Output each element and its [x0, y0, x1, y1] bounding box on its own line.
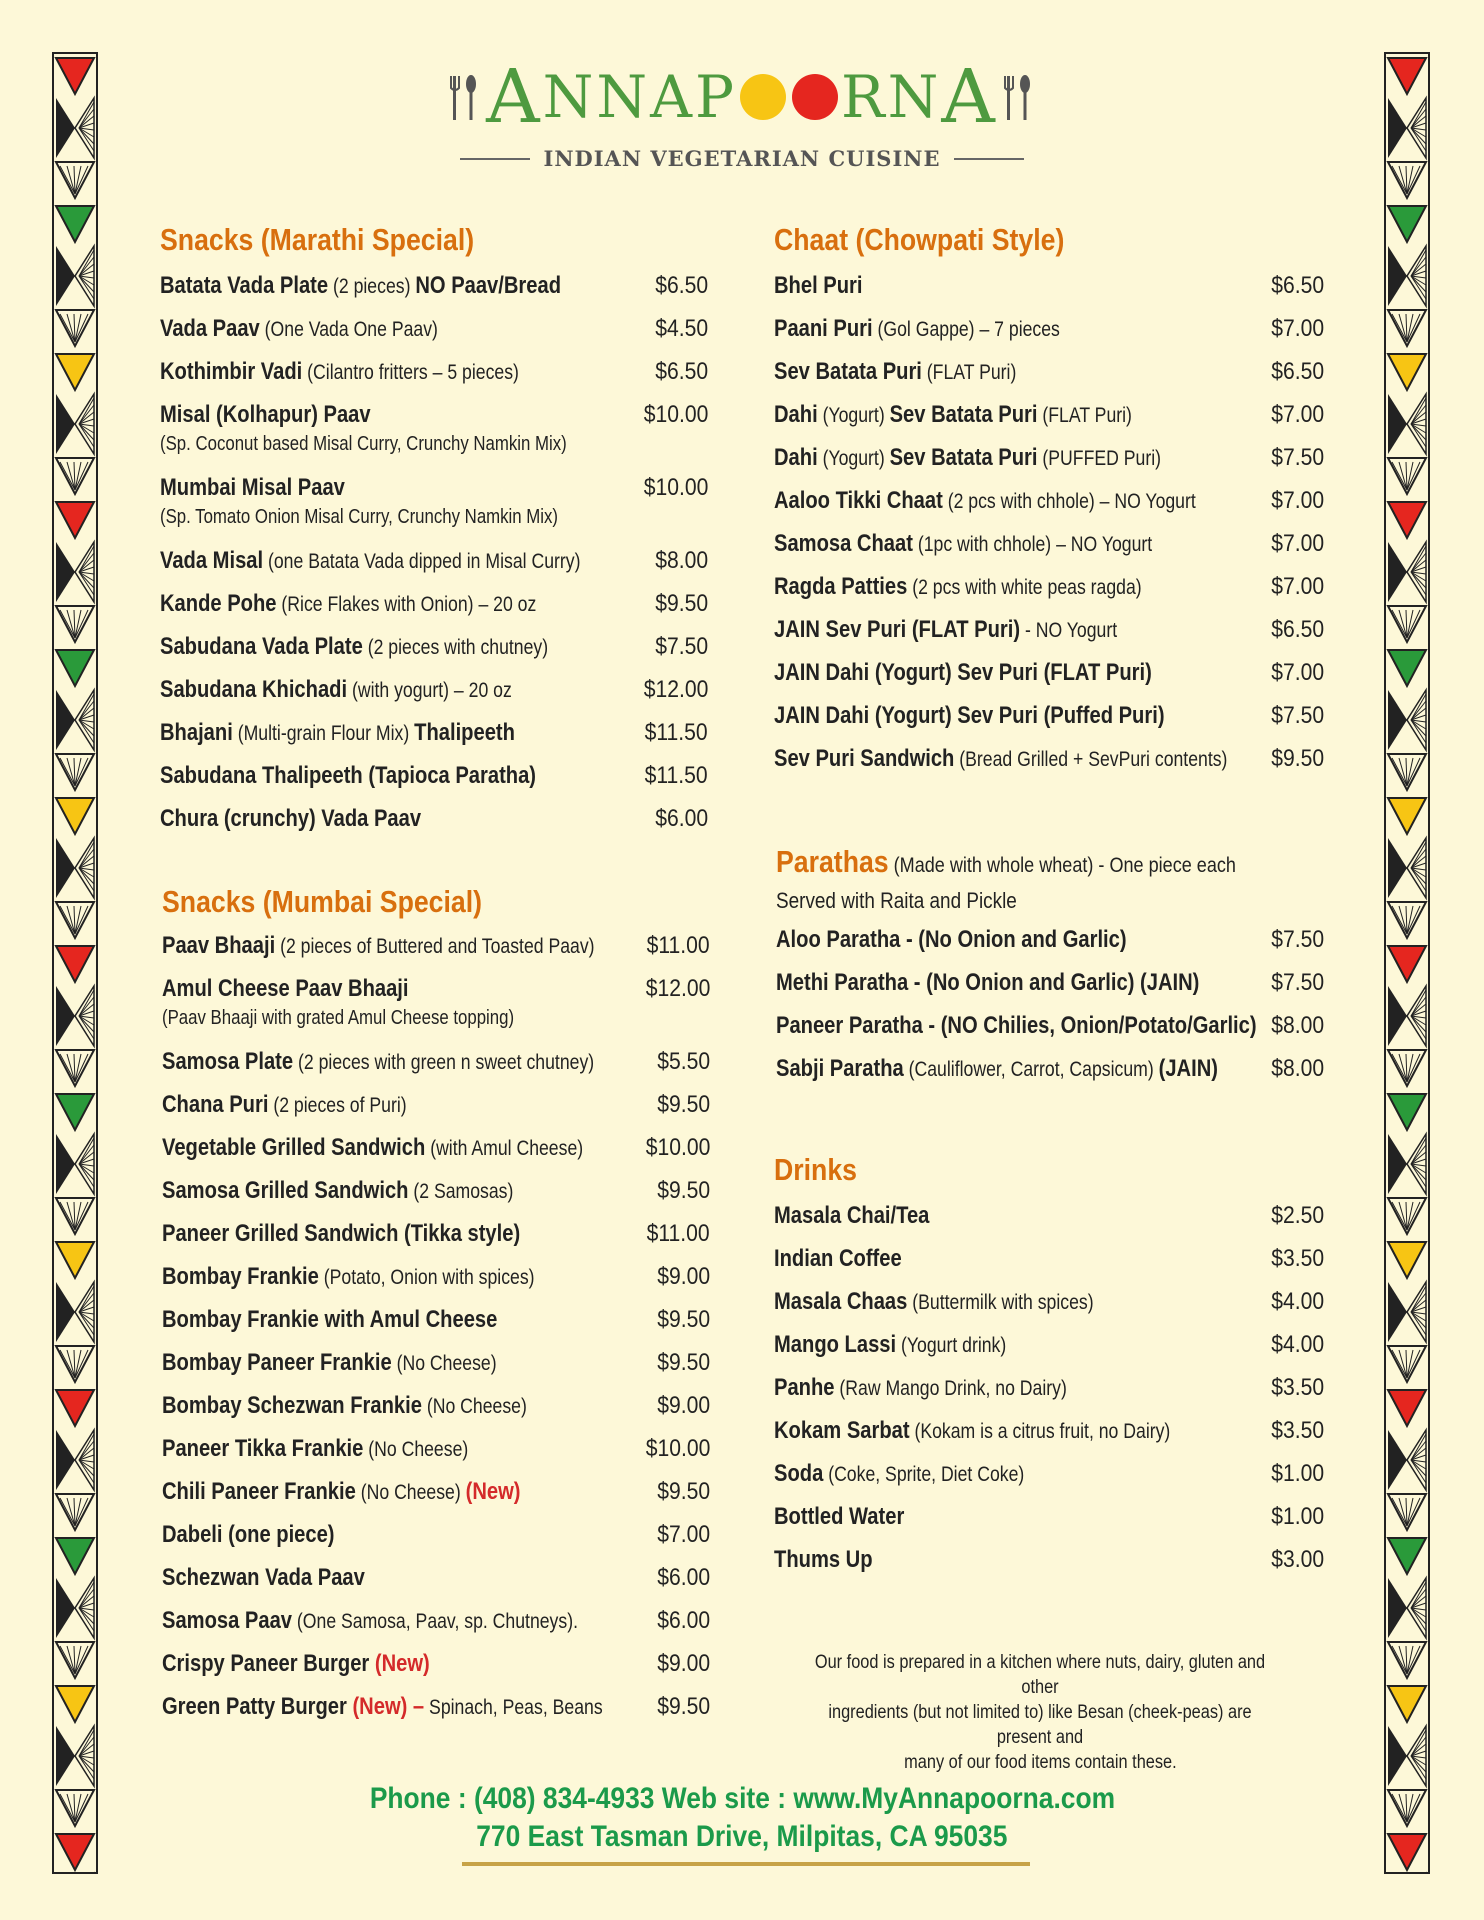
- item-price: $1.00: [1271, 1460, 1324, 1487]
- item-name-part: Vada Misal: [160, 547, 264, 574]
- item-name: [162, 1521, 335, 1549]
- menu-item: [774, 567, 1324, 610]
- item-price: $9.50: [657, 1693, 710, 1720]
- item-price: $12.00: [645, 975, 710, 1002]
- item-price: $8.00: [1271, 1055, 1324, 1082]
- item-price: $7.00: [1271, 315, 1324, 342]
- item-name-part: (with Amul Cheese): [425, 1137, 584, 1160]
- item-name: [774, 530, 1152, 558]
- item-price: $3.50: [1271, 1417, 1324, 1444]
- item-name: [774, 1503, 904, 1531]
- item-price: $6.50: [1271, 272, 1324, 299]
- item-name-part: (2 pieces): [328, 275, 416, 298]
- item-name: [160, 315, 438, 343]
- menu-item: [162, 1343, 710, 1386]
- item-name-part: (No Cheese): [421, 1395, 527, 1418]
- section-snacks-marathi: [160, 220, 708, 842]
- section-title: Parathas (Made with whole wheat) - One piece each: [776, 844, 1236, 879]
- item-price: $6.50: [655, 272, 708, 299]
- item-name: [160, 633, 548, 661]
- item-description: (Sp. Coconut based Misal Curry, Crunchy Namkin Mix): [160, 433, 567, 455]
- item-name-part: (2 pieces with chutney): [362, 636, 549, 659]
- item-price: $7.00: [1271, 487, 1324, 514]
- menu-item: [774, 524, 1324, 567]
- section-parathas: [776, 842, 1324, 1092]
- menu-item: [160, 799, 708, 842]
- item-name-part: (Potato, Onion with spices): [318, 1266, 535, 1289]
- item-name: [774, 1245, 902, 1273]
- item-name-part: (Buttermilk with spices): [907, 1291, 1094, 1314]
- item-price: $10.00: [643, 474, 708, 501]
- item-name: [160, 272, 561, 300]
- item-price: $9.00: [657, 1263, 710, 1290]
- item-name-part: (Gol Gappe) – 7 pieces: [872, 318, 1060, 341]
- item-name-part: Bombay Schezwan Frankie: [162, 1392, 422, 1419]
- item-name-part: (One Samosa, Paav, sp. Chutneys).: [292, 1610, 578, 1633]
- item-price: $9.00: [657, 1650, 710, 1677]
- menu-item: [774, 696, 1324, 739]
- item-name: [776, 1012, 1257, 1040]
- item-name-part: Sev Puri Sandwich: [774, 745, 955, 772]
- item-name-part: Paneer Tikka Frankie: [162, 1435, 364, 1462]
- item-name-part: Sabudana Vada Plate: [160, 633, 363, 660]
- item-name-part: Dahi: [774, 444, 818, 471]
- item-price: $6.50: [655, 358, 708, 385]
- item-name-part: (Coke, Sprite, Diet Coke): [823, 1463, 1025, 1486]
- item-name-part: (Cauliflower, Carrot, Capsicum): [903, 1058, 1159, 1081]
- item-name-part: (No Cheese): [355, 1481, 466, 1504]
- item-name-part: (2 pieces with green n sweet chutney): [293, 1051, 595, 1074]
- item-name-part: Crispy Paneer Burger: [162, 1650, 375, 1677]
- menu-item: [162, 1171, 710, 1214]
- item-name: [162, 1134, 583, 1162]
- menu-item: [776, 920, 1324, 963]
- item-name-part: - NO Yogurt: [1020, 619, 1118, 642]
- item-name-part: Batata Vada Plate: [160, 272, 329, 299]
- item-name: [774, 1374, 1067, 1402]
- red-dot: [792, 74, 838, 120]
- menu-item: [774, 309, 1324, 352]
- new-badge: (New): [374, 1650, 430, 1677]
- menu-item: [160, 266, 708, 309]
- item-name: [162, 975, 409, 1003]
- restaurant-logo: [0, 52, 1484, 171]
- item-price: $9.50: [655, 590, 708, 617]
- section-subtitle: Served with Raita and Pickle: [776, 888, 1017, 913]
- item-name-part: Kokam Sarbat: [774, 1417, 910, 1444]
- menu-item: [776, 1006, 1324, 1049]
- item-name: [160, 358, 519, 386]
- menu-item: [162, 1472, 710, 1515]
- item-name: [162, 1263, 535, 1291]
- item-name: [774, 1460, 1024, 1488]
- item-name: [162, 1306, 497, 1334]
- item-name-part: Sev Batata Puri: [889, 401, 1038, 428]
- menu-item: [774, 1454, 1324, 1497]
- section-snacks-mumbai: [162, 882, 710, 1730]
- section-title: Snacks (Mumbai Special): [162, 884, 483, 919]
- item-price: $7.00: [657, 1521, 710, 1548]
- item-name: [774, 315, 1060, 343]
- item-price: $3.50: [1271, 1374, 1324, 1401]
- item-price: $7.50: [1271, 926, 1324, 953]
- item-name-part: Mango Lassi: [774, 1331, 897, 1358]
- menu-item: [774, 1497, 1324, 1540]
- new-badge: (New): [465, 1478, 521, 1505]
- item-name-part: Amul Cheese Paav Bhaaji: [162, 975, 409, 1002]
- item-name: [776, 926, 1127, 954]
- item-name-part: Indian Coffee: [774, 1245, 902, 1272]
- item-name-part: NO Paav/Bread: [415, 272, 562, 299]
- item-name-part: Vada Paav: [160, 315, 260, 342]
- item-name: [774, 358, 1016, 386]
- menu-item: [160, 627, 708, 670]
- item-name: [160, 401, 371, 429]
- address-line: 770 East Tasman Drive, Milpitas, CA 95035: [476, 1820, 1008, 1853]
- item-price: $9.50: [657, 1177, 710, 1204]
- item-price: $10.00: [643, 401, 708, 428]
- item-name-part: (Kokam is a citrus fruit, no Dairy): [909, 1420, 1171, 1443]
- item-name: [162, 1564, 365, 1592]
- menu-item: [160, 468, 708, 541]
- item-name: [162, 1177, 513, 1205]
- menu-item: [160, 309, 708, 352]
- new-badge: (New) –: [352, 1693, 425, 1720]
- item-name-part: Dahi: [774, 401, 818, 428]
- item-name-part: Bhajani: [160, 719, 233, 746]
- item-price: $12.00: [643, 676, 708, 703]
- menu-item: [774, 1368, 1324, 1411]
- menu-item: [774, 1282, 1324, 1325]
- item-name-part: (JAIN): [1158, 1055, 1218, 1082]
- item-name-part: (Bread Grilled + SevPuri contents): [954, 748, 1228, 771]
- yellow-dot: [740, 74, 786, 120]
- item-name-part: Paav Bhaaji: [162, 932, 276, 959]
- menu-item: [774, 438, 1324, 481]
- item-name: [162, 1048, 594, 1076]
- item-name-part: Paneer Paratha - (NO Chilies, Onion/Potato/Garlic): [776, 1012, 1257, 1039]
- item-name-part: Green Patty Burger: [162, 1693, 353, 1720]
- item-price: $7.50: [1271, 444, 1324, 471]
- item-name-part: Aloo Paratha - (No Onion and Garlic): [776, 926, 1127, 953]
- item-name-part: Panhe: [774, 1374, 835, 1401]
- item-name-part: (2 pcs with chhole) – NO Yogurt: [942, 490, 1196, 513]
- item-price: $9.50: [657, 1091, 710, 1118]
- item-name: [162, 1091, 407, 1119]
- item-description: (Sp. Tomato Onion Misal Curry, Crunchy Namkin Mix): [160, 506, 559, 528]
- item-name: [774, 659, 1152, 687]
- menu-item: [774, 481, 1324, 524]
- menu-item: [774, 653, 1324, 696]
- item-name: [774, 1546, 873, 1574]
- menu-item: [160, 713, 708, 756]
- item-name-part: Aaloo Tikki Chaat: [774, 487, 943, 514]
- item-name-part: Misal (Kolhapur) Paav: [160, 401, 371, 428]
- item-name: [774, 1417, 1170, 1445]
- item-name: [774, 616, 1117, 644]
- item-name: [162, 1220, 520, 1248]
- menu-item: [160, 395, 708, 468]
- item-price: $6.00: [655, 805, 708, 832]
- item-name-part: JAIN Sev Puri (FLAT Puri): [774, 616, 1021, 643]
- item-price: $8.00: [655, 547, 708, 574]
- item-name-part: (Rice Flakes with Onion) – 20 oz: [276, 593, 537, 616]
- menu-item: [162, 1644, 710, 1687]
- item-name-part: Bombay Frankie: [162, 1263, 319, 1290]
- menu-item: [774, 1325, 1324, 1368]
- item-name-part: (Cilantro fritters – 5 pieces): [302, 361, 519, 384]
- item-price: $11.50: [644, 719, 708, 746]
- menu-item: [162, 1386, 710, 1429]
- item-name-part: Paneer Grilled Sandwich (Tikka style): [162, 1220, 521, 1247]
- item-price: $1.00: [1271, 1503, 1324, 1530]
- menu-item: [776, 963, 1324, 1006]
- item-name: [162, 1607, 578, 1635]
- menu-item: [160, 541, 708, 584]
- item-name: [774, 487, 1196, 515]
- item-price: $8.00: [1271, 1012, 1324, 1039]
- item-name-part: (1pc with chhole) – NO Yogurt: [912, 533, 1153, 556]
- cutlery-icon: [1004, 72, 1034, 122]
- item-name-part: Chura (crunchy) Vada Paav: [160, 805, 422, 832]
- item-name-part: Paani Puri: [774, 315, 873, 342]
- item-price: $7.00: [1271, 573, 1324, 600]
- menu-item: [162, 1558, 710, 1601]
- item-name-part: JAIN Dahi (Yogurt) Sev Puri (Puffed Puri): [774, 702, 1165, 729]
- item-name-part: Bhel Puri: [774, 272, 863, 299]
- item-name-part: (Raw Mango Drink, no Dairy): [834, 1377, 1067, 1400]
- item-price: $7.50: [1271, 702, 1324, 729]
- item-name: [162, 1693, 603, 1721]
- menu-item: [162, 1128, 710, 1171]
- item-name: [162, 1349, 497, 1377]
- item-name-part: (Multi-grain Flour Mix): [232, 722, 415, 745]
- menu-item: [774, 1239, 1324, 1282]
- menu-item: [774, 1411, 1324, 1454]
- decorative-border-left: [52, 52, 98, 1874]
- section-drinks: [774, 1150, 1324, 1583]
- item-price: $9.50: [657, 1306, 710, 1333]
- item-price: $11.00: [646, 1220, 710, 1247]
- item-price: $9.00: [657, 1392, 710, 1419]
- menu-item: [162, 1429, 710, 1472]
- decorative-border-right: [1384, 52, 1430, 1874]
- item-name-part: Masala Chai/Tea: [774, 1202, 930, 1229]
- item-name-part: Samosa Plate: [162, 1048, 294, 1075]
- item-name: [774, 745, 1227, 773]
- item-name-part: JAIN Dahi (Yogurt) Sev Puri (FLAT Puri): [774, 659, 1152, 686]
- item-name-part: (No Cheese): [363, 1438, 469, 1461]
- item-name: [162, 1478, 521, 1506]
- item-name-part: Samosa Chaat: [774, 530, 913, 557]
- divider: [954, 158, 1024, 160]
- item-name-part: Mumbai Misal Paav: [160, 474, 345, 501]
- menu-item: [774, 352, 1324, 395]
- menu-item: [774, 610, 1324, 653]
- item-name-part: Kande Pohe: [160, 590, 277, 617]
- item-name-part: Samosa Paav: [162, 1607, 293, 1634]
- item-name-part: Sabji Paratha: [776, 1055, 904, 1082]
- item-name-part: Sev Batata Puri: [774, 358, 922, 385]
- item-name-part: Bombay Paneer Frankie: [162, 1349, 392, 1376]
- section-title: Drinks: [774, 1152, 857, 1187]
- item-name-part: Sabudana Khichadi: [160, 676, 348, 703]
- item-name-part: (FLAT Puri): [921, 361, 1017, 384]
- menu-item: [160, 352, 708, 395]
- divider: [460, 158, 530, 160]
- item-name: [160, 474, 345, 502]
- item-name: [776, 1055, 1218, 1083]
- item-price: $6.50: [1271, 358, 1324, 385]
- item-name-part: Kothimbir Vadi: [160, 358, 303, 385]
- item-name: [160, 762, 536, 790]
- item-price: $9.50: [657, 1478, 710, 1505]
- brand-name: A NNAP RN A: [486, 54, 998, 140]
- item-name-part: (2 pcs with white peas ragda): [907, 576, 1142, 599]
- menu-item: [774, 739, 1324, 782]
- item-price: $7.50: [1271, 969, 1324, 996]
- item-name: [774, 1288, 1094, 1316]
- item-price: $9.50: [1271, 745, 1324, 772]
- item-price: $6.00: [657, 1564, 710, 1591]
- item-name: [774, 702, 1165, 730]
- menu-item: [774, 1196, 1324, 1239]
- section-title: Chaat (Chowpati Style): [774, 222, 1065, 257]
- item-name-part: Chili Paneer Frankie: [162, 1478, 356, 1505]
- item-price: $4.50: [655, 315, 708, 342]
- item-name: [162, 1650, 430, 1678]
- menu-item: [162, 1214, 710, 1257]
- item-name-part: (No Cheese): [391, 1352, 497, 1375]
- item-price: $10.00: [645, 1435, 710, 1462]
- item-price: $7.00: [1271, 659, 1324, 686]
- item-name: [774, 1202, 929, 1230]
- item-name-part: (2 pieces of Puri): [268, 1094, 407, 1117]
- item-price: $10.00: [645, 1134, 710, 1161]
- menu-item: [162, 1300, 710, 1343]
- menu-item: [776, 1049, 1324, 1092]
- item-name: [162, 932, 595, 960]
- menu-item: [774, 395, 1324, 438]
- item-name-part: Samosa Grilled Sandwich: [162, 1177, 409, 1204]
- item-name: [160, 590, 536, 618]
- item-price: $6.00: [657, 1607, 710, 1634]
- item-name: [162, 1392, 527, 1420]
- item-name-part: Ragda Patties: [774, 573, 908, 600]
- item-name-part: Sev Batata Puri: [889, 444, 1038, 471]
- item-name-part: Masala Chaas: [774, 1288, 908, 1315]
- item-description: (Paav Bhaaji with grated Amul Cheese topping): [162, 1007, 515, 1029]
- item-name-part: (FLAT Puri): [1037, 404, 1132, 427]
- item-name-part: Thums Up: [774, 1546, 873, 1573]
- item-name: [776, 969, 1199, 997]
- item-name-part: Bottled Water: [774, 1503, 905, 1530]
- section-title: Snacks (Marathi Special): [160, 222, 475, 257]
- item-price: $7.00: [1271, 401, 1324, 428]
- item-name-part: Thalipeeth: [414, 719, 515, 746]
- item-price: $4.00: [1271, 1331, 1324, 1358]
- item-name-part: (Yogurt): [817, 404, 890, 427]
- item-name: [774, 272, 863, 300]
- item-price: $4.00: [1271, 1288, 1324, 1315]
- menu-item: [774, 1540, 1324, 1583]
- footer-underline: [462, 1862, 1030, 1866]
- item-price: $5.50: [657, 1048, 710, 1075]
- item-price: $11.00: [646, 932, 710, 959]
- section-chaat: [774, 220, 1324, 782]
- item-price: $2.50: [1271, 1202, 1324, 1229]
- item-name-part: (Yogurt drink): [896, 1334, 1007, 1357]
- item-price: $11.50: [644, 762, 708, 789]
- item-price: $6.50: [1271, 616, 1324, 643]
- item-name: [774, 1331, 1006, 1359]
- item-name: [160, 676, 512, 704]
- item-name-part: Schezwan Vada Paav: [162, 1564, 365, 1591]
- item-name: [774, 401, 1132, 429]
- item-name-part: Dabeli (one piece): [162, 1521, 335, 1548]
- item-price: $7.00: [1271, 530, 1324, 557]
- item-name-part: (One Vada One Paav): [259, 318, 438, 341]
- item-name: [162, 1435, 468, 1463]
- item-name-part: Methi Paratha - (No Onion and Garlic) (JAIN): [776, 969, 1200, 996]
- item-price: $7.50: [655, 633, 708, 660]
- item-name-part: (2 Samosas): [408, 1180, 514, 1203]
- item-price: $9.50: [657, 1349, 710, 1376]
- menu-item: [162, 926, 710, 969]
- item-name: [160, 719, 515, 747]
- menu-item: [162, 1687, 710, 1730]
- menu-item: [162, 1601, 710, 1644]
- tagline: INDIAN VEGETARIAN CUISINE: [543, 146, 941, 171]
- item-name: [160, 547, 580, 575]
- item-name-part: (2 pieces of Buttered and Toasted Paav): [275, 935, 595, 958]
- footer-contact: [0, 1780, 1484, 1856]
- item-price: $3.50: [1271, 1245, 1324, 1272]
- item-name: [774, 573, 1142, 601]
- menu-item: [162, 969, 710, 1042]
- item-name: [774, 444, 1161, 472]
- menu-item: [162, 1257, 710, 1300]
- allergy-notice: Our food is prepared in a kitchen where nuts, dairy, gluten and other ingredients (but not limited to) like Besan (cheek-peas) are present and many of our food items contain these.: [814, 1652, 1266, 1773]
- item-name-part: (with yogurt) – 20 oz: [347, 679, 512, 702]
- item-name-part: (PUFFED Puri): [1037, 447, 1161, 470]
- menu-item: [160, 584, 708, 627]
- item-name: [160, 805, 421, 833]
- contact-line: Phone : (408) 834-4933 Web site : www.MyAnnapoorna.com: [369, 1782, 1115, 1815]
- menu-item: [162, 1085, 710, 1128]
- menu-item: [774, 266, 1324, 309]
- item-name-part: Vegetable Grilled Sandwich: [162, 1134, 426, 1161]
- menu-item: [160, 670, 708, 713]
- item-name-part: Bombay Frankie with Amul Cheese: [162, 1306, 498, 1333]
- menu-item: [162, 1515, 710, 1558]
- item-name-part: Spinach, Peas, Beans: [424, 1696, 603, 1719]
- item-price: $3.00: [1271, 1546, 1324, 1573]
- menu-item: [160, 756, 708, 799]
- item-name-part: Chana Puri: [162, 1091, 269, 1118]
- item-name-part: Soda: [774, 1460, 824, 1487]
- item-name-part: (one Batata Vada dipped in Misal Curry): [263, 550, 581, 573]
- menu-item: [162, 1042, 710, 1085]
- item-name-part: (Yogurt): [817, 447, 890, 470]
- cutlery-icon: [450, 72, 480, 122]
- item-name-part: Sabudana Thalipeeth (Tapioca Paratha): [160, 762, 537, 789]
